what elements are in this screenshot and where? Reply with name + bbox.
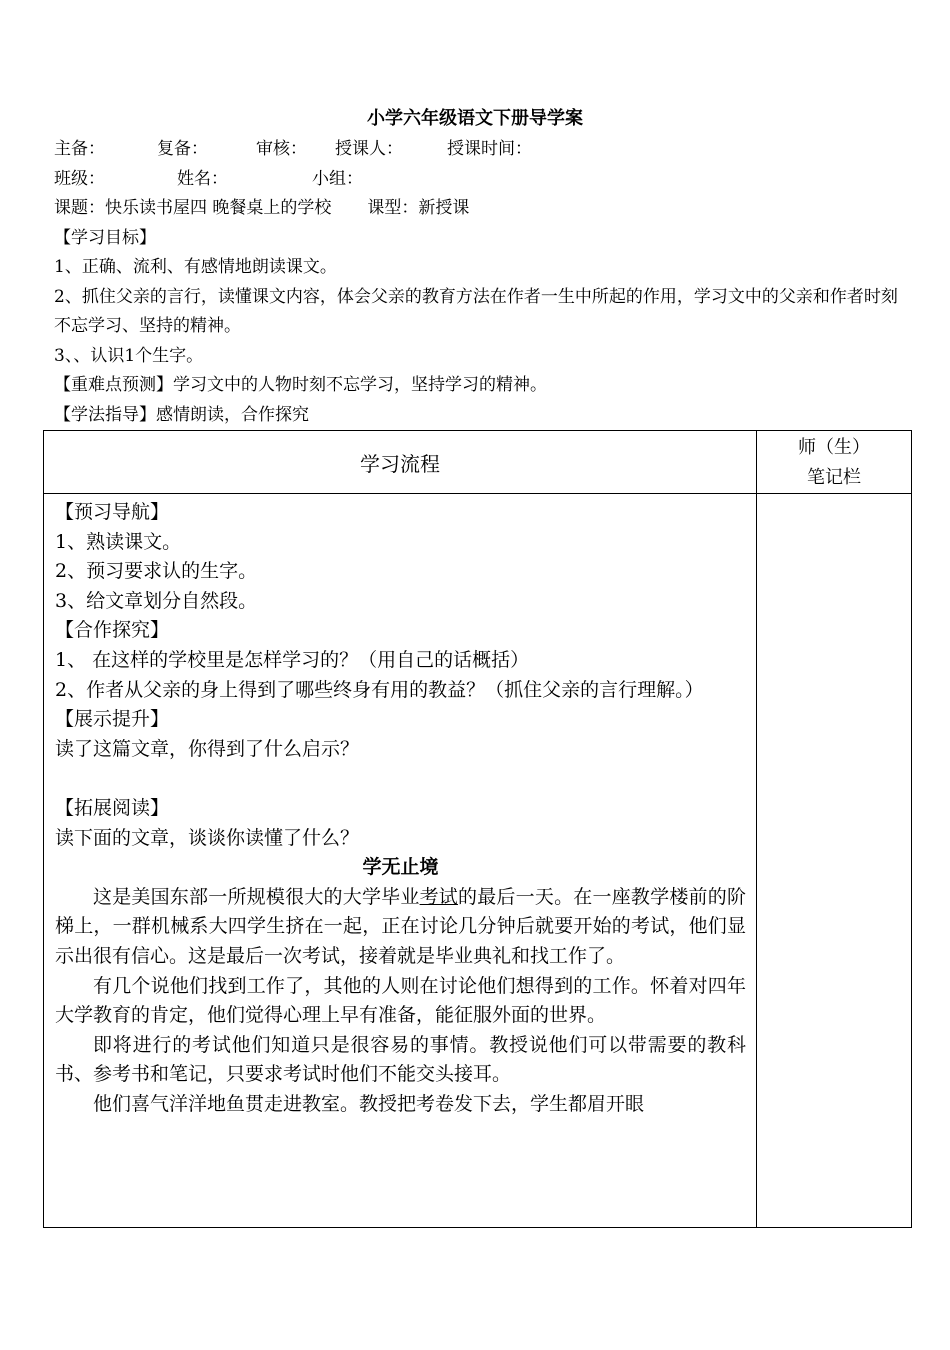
notes-header bbox=[757, 431, 912, 494]
xiaozu-label: 小组： bbox=[312, 168, 363, 189]
show-heading: 【展示提升】 bbox=[55, 708, 170, 731]
lesson-topic: 课题：快乐读书屋四 晚餐桌上的学校 bbox=[54, 198, 332, 218]
story-text: 这是美国东部一所规模很大的大学毕业 bbox=[93, 885, 420, 908]
learning-flow-table bbox=[43, 430, 912, 1228]
goals-heading: 【学习目标】 bbox=[54, 227, 156, 248]
method-guidance: 【学法指导】感情朗读，合作探究 bbox=[54, 404, 309, 425]
story-text: 的最后一天。在一座教学楼前的阶梯上，一群机械系大四学生挤在一起，正在讨论几分钟后就要开始的考试，他们显示出很有信心。这是最后一次考试，接着就是毕业典礼和找工作了。 bbox=[55, 885, 746, 967]
cooperate-item: 1、 在这样的学校里是怎样学习的？（用自己的话概括） bbox=[55, 648, 530, 671]
extend-heading: 【拓展阅读】 bbox=[55, 796, 170, 819]
zhubei-label: 主备： bbox=[54, 139, 105, 159]
learning-flow-content bbox=[44, 494, 757, 1228]
cooperate-heading: 【合作探究】 bbox=[55, 619, 170, 642]
staff-line bbox=[54, 135, 904, 165]
goal-item: 3、、认识1个生字。 bbox=[54, 345, 204, 366]
shouke-shijian-label: 授课时间： bbox=[447, 139, 532, 159]
fubei-label: 复备： bbox=[157, 139, 208, 159]
student-line bbox=[54, 165, 904, 195]
notes-header-line: 笔记栏 bbox=[807, 467, 861, 488]
key-points: 【重难点预测】学习文中的人物时刻不忘学习，坚持学习的精神。 bbox=[54, 375, 547, 395]
story-paragraph: 即将进行的考试他们知道只是很容易的事情。教授说他们可以带需要的教科书、参考书和笔记，只要求考试时他们不能交头接耳。 bbox=[55, 1033, 746, 1086]
table-header-row bbox=[44, 431, 912, 494]
banji-label: 班级： bbox=[54, 168, 105, 189]
preview-item: 3、给文章划分自然段。 bbox=[55, 589, 258, 612]
story-title: 学无止境 bbox=[362, 856, 439, 879]
goal-item: 2、抓住父亲的言行，读懂课文内容，体会父亲的教育方法在作者一生中所起的作用，学习文中的父亲和作者时刻不忘学习、坚持的精神。 bbox=[54, 286, 898, 336]
story-paragraph: 有几个说他们找到工作了，其他的人则在讨论他们想得到的工作。怀着对四年大学教育的肯定，他们觉得心理上早有准备，能征服外面的世界。 bbox=[55, 974, 746, 1027]
notes-column bbox=[757, 494, 912, 1228]
preview-item: 2、预习要求认的生字。 bbox=[55, 560, 258, 583]
xingming-label: 姓名： bbox=[177, 168, 228, 189]
story-paragraph bbox=[55, 883, 746, 972]
document-header bbox=[54, 135, 904, 430]
goal-item: 1、正确、流利、有感情地朗读课文。 bbox=[54, 257, 337, 277]
story-paragraph: 他们喜气洋洋地鱼贯走进教室。教授把考卷发下去，学生都眉开眼 bbox=[93, 1092, 645, 1115]
underlined-word: 考试 bbox=[419, 885, 459, 908]
blank-line bbox=[55, 764, 746, 794]
table-body-row bbox=[44, 494, 912, 1228]
shenhe-label: 审核： bbox=[256, 139, 307, 159]
preview-heading: 【预习导航】 bbox=[55, 501, 170, 523]
shouke-ren-label: 授课人： bbox=[335, 139, 403, 159]
document-title: 小学六年级语文下册导学案 bbox=[367, 108, 583, 129]
extend-prompt: 读下面的文章，谈谈你读懂了什么？ bbox=[55, 826, 360, 849]
learning-flow-header: 学习流程 bbox=[44, 431, 757, 494]
notes-header-line: 师（生） bbox=[798, 437, 870, 458]
cooperate-item: 2、作者从父亲的身上得到了哪些终身有用的教益？（抓住父亲的言行理解。） bbox=[55, 678, 704, 701]
topic-line bbox=[54, 194, 904, 224]
preview-item: 1、熟读课文。 bbox=[55, 530, 182, 553]
lesson-type: 课型：新授课 bbox=[367, 198, 470, 218]
show-question: 读了这篇文章，你得到了什么启示？ bbox=[55, 737, 360, 760]
